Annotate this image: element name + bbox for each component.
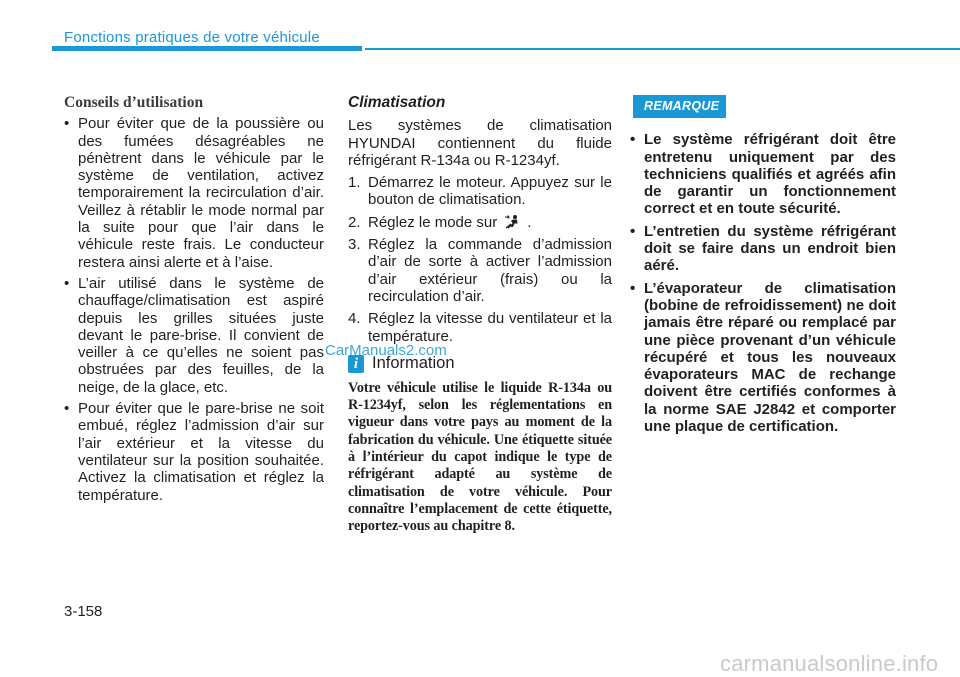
step-text: Réglez la commande d’admission d’air de sorte à activer l’admission d’air extérieur (frais) ou la recirculation d’air.: [368, 236, 612, 305]
step-item: [348, 214, 612, 231]
watermark-link[interactable]: CarManuals2.com: [325, 342, 447, 359]
step-number: 3.: [348, 236, 361, 254]
step-text: Réglez le mode sur: [368, 213, 498, 231]
step-number: 1.: [348, 174, 361, 192]
step-item: [348, 236, 612, 305]
step-item: [348, 174, 612, 209]
list-item: • L’entretien du système réfrigérant doit se faire dans un endroit bien aéré.: [630, 223, 896, 275]
step-number: 4.: [348, 310, 361, 328]
info-icon: i: [348, 355, 364, 373]
column-remark: [630, 92, 896, 440]
step-text: Réglez la vitesse du ventilateur et la température.: [368, 310, 612, 345]
page-number: 3-158: [64, 603, 103, 620]
steps-list: [348, 174, 612, 345]
air-conditioning-intro: Les systèmes de climatisation HYUNDAI contiennent du fluide réfrigérant R-134a ou R-1234yf.: [348, 117, 612, 169]
remark-list: [630, 131, 896, 435]
column-usage-tips: [64, 92, 324, 508]
step-number: 2.: [348, 213, 361, 231]
list-item: • L’air utilisé dans le système de chauffage/climatisation est aspiré depuis les grilles situées juste devant le pare-brise. Il convient de veiller à ce qu’elles ne soient pas obstruées par des feuilles, de la neige, de la glace, etc.: [64, 275, 324, 396]
usage-tips-list: [64, 115, 324, 504]
section-title: Fonctions pratiques de votre véhicule: [64, 29, 320, 46]
footer-watermark: carmanualsonline.info: [720, 651, 939, 676]
step-text: Démarrez le moteur. Appuyez sur le bouton de climatisation.: [368, 174, 612, 209]
list-item: • Le système réfrigérant doit être entretenu uniquement par des techniciens qualifiés et agréés afin de garantir un fonctionnement correct et en toute sécurité.: [630, 131, 896, 217]
header-rule-thick: [52, 46, 362, 51]
list-item: • Pour éviter que le pare-brise ne soit embué, réglez l’admission d’air sur l’air extérieur et la vitesse du ventilateur sur la position souhaitée. Activez la climatisation et réglez la température.: [64, 400, 324, 504]
column-air-conditioning: [348, 92, 612, 536]
step-suffix: .: [527, 213, 532, 231]
information-text: Votre véhicule utilise le liquide R-134a ou R-1234yf, selon les réglementations en vigueur dans votre pays au moment de la fabrication du véhicule. Une étiquette située à l’intérieur du capot indique le type de réfrigérant adapté au système de climatisation de votre véhicule. Pour connaître l’emplacement de cette étiquette, reportez-vous au chapitre 8.: [348, 379, 612, 535]
remark-badge: REMARQUE: [633, 95, 726, 118]
air-conditioning-heading: Climatisation: [348, 94, 446, 111]
header-rule-thin: [365, 48, 960, 50]
usage-tips-heading: Conseils d’utilisation: [64, 94, 204, 111]
step-item: [348, 310, 612, 345]
list-item: • L’évaporateur de climatisation (bobine de refroidissement) ne doit jamais être réparé ou remplacé par une pièce provenant d’un véhicule récupéré et tous les nouveaux évaporateurs MAC de rechange doivent être certifiés conformes à la norme SAE J2842 et comporter une plaque de certification.: [630, 280, 896, 436]
list-item: • Pour éviter que de la poussière ou des fumées désagréables ne pénètrent dans le véhicule par le système de ventilation, activez temporairement la recirculation d’air. Veillez à rétablir le mode normal par la suite pour que l’air dans le véhicule reste frais. Le conducteur restera ainsi alerte et à l’aise.: [64, 115, 324, 271]
information-title: Information: [372, 354, 455, 373]
floor-vent-mode-icon: [505, 215, 521, 229]
